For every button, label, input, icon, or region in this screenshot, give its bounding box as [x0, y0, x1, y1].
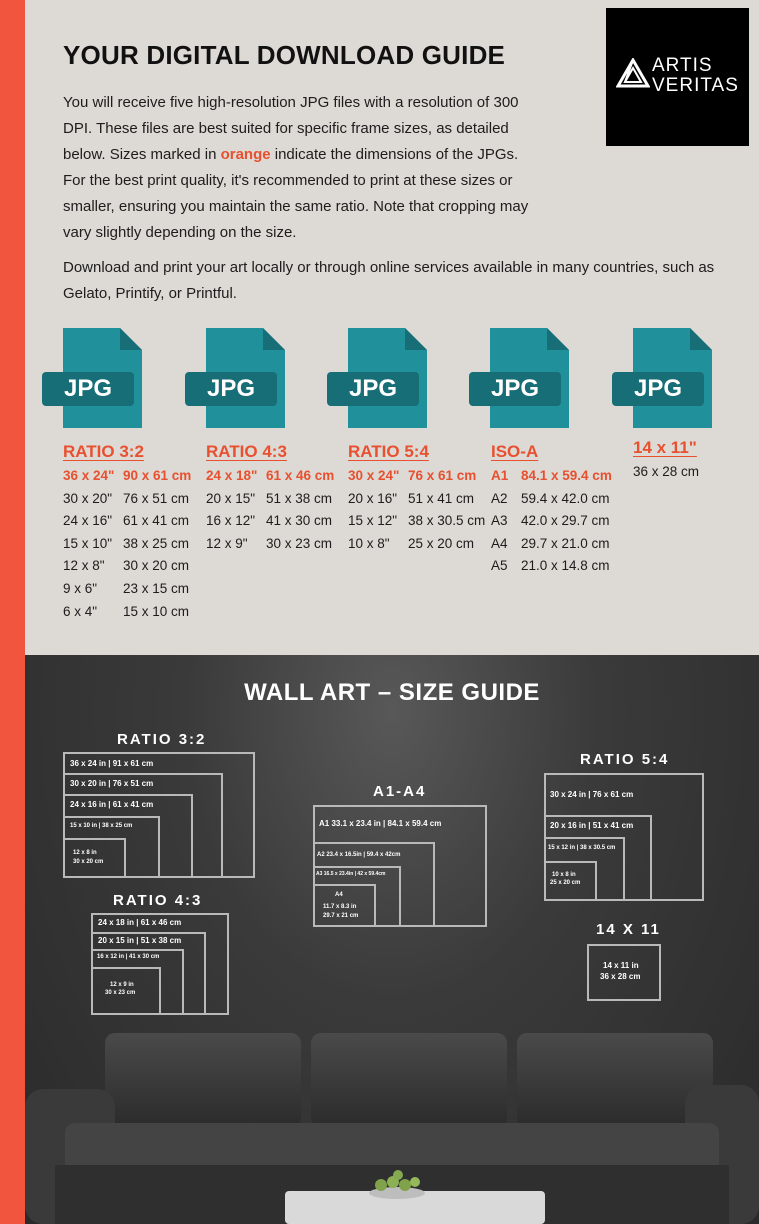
frame-label: 11.7 x 8.3 in — [323, 904, 357, 910]
size-cm: 76 x 51 cm — [123, 490, 190, 506]
size-row — [63, 468, 198, 491]
size-cm: 38 x 25 cm — [123, 535, 190, 551]
size-inches: A5 — [491, 558, 508, 574]
size-row — [206, 491, 341, 514]
size-cm: 51 x 38 cm — [266, 490, 333, 506]
frame-label: 36 x 28 cm — [600, 972, 641, 981]
size-column — [63, 442, 198, 626]
accent-strip — [0, 0, 25, 1224]
logo-line-1: ARTIS — [652, 55, 713, 76]
size-inches: 12 x 9" — [206, 535, 248, 551]
size-inches: 10 x 8" — [348, 535, 390, 551]
size-inches: 12 x 8" — [63, 558, 105, 574]
frame-label: 25 x 20 cm — [550, 880, 581, 886]
frame-label: 20 x 15 in | 51 x 38 cm — [98, 936, 182, 945]
size-cm: 90 x 61 cm — [123, 468, 192, 483]
size-cm: 29.7 x 21.0 cm — [521, 535, 610, 551]
size-cm: 30 x 23 cm — [266, 535, 333, 551]
size-inches: A3 — [491, 513, 508, 529]
size-inches: 36 x 24" — [63, 468, 115, 483]
size-inches: 15 x 12" — [348, 513, 398, 529]
size-column-heading: 14 x 11" — [633, 438, 697, 457]
penrose-triangle-icon — [616, 58, 650, 88]
wall-art-section — [25, 655, 759, 1224]
size-cm: 76 x 61 cm — [408, 468, 477, 483]
size-row — [206, 513, 341, 536]
size-cm: 30 x 20 cm — [123, 558, 190, 574]
frame-label: 24 x 18 in | 61 x 46 cm — [98, 918, 182, 927]
size-cm: 51 x 41 cm — [408, 490, 475, 506]
size-column-heading: ISO-A — [491, 442, 539, 461]
frame-label: A4 — [335, 892, 343, 898]
jpg-file-icon — [469, 328, 569, 428]
size-row — [633, 464, 759, 487]
frame-label: 14 x 11 in — [603, 961, 639, 970]
size-cm: 21.0 x 14.8 cm — [521, 558, 610, 574]
intro-paragraph — [63, 90, 543, 246]
size-column — [206, 442, 341, 558]
size-inches: 15 x 10" — [63, 535, 113, 551]
jpg-file-icon — [185, 328, 285, 428]
size-inches: 16 x 12" — [206, 513, 256, 529]
size-row — [348, 536, 483, 559]
size-inches: A1 — [491, 468, 509, 483]
size-cm: 42.0 x 29.7 cm — [521, 513, 610, 529]
frame-label: A3 16.5 x 23.4in | 42 x 59.4cm — [316, 871, 386, 877]
size-inches: 24 x 16" — [63, 513, 113, 529]
jpg-label: JPG — [633, 375, 683, 402]
size-cm: 41 x 30 cm — [266, 513, 333, 529]
group-label-a1-a4: A1-A4 — [373, 783, 427, 800]
size-row — [491, 491, 626, 514]
size-column — [633, 438, 759, 487]
size-row — [63, 604, 198, 627]
frame-label: 30 x 20 in | 76 x 51 cm — [70, 779, 154, 788]
frame-label: 10 x 8 in — [552, 872, 576, 878]
intro-text-2: indicate the dimensions of the JPGs. For the best print quality, it's recommended to print at these sizes or smaller, ensuring you maintain the same ratio. Note that cropping may vary slightly depending on the size. — [63, 146, 529, 241]
size-row — [63, 536, 198, 559]
frame-label: 12 x 9 in — [110, 982, 134, 988]
size-row — [348, 468, 483, 491]
frame-label: A1 33.1 x 23.4 in | 84.1 x 59.4 cm — [319, 819, 442, 828]
intro-highlight: orange — [220, 146, 271, 163]
jpg-file-icon — [612, 328, 712, 428]
jpg-label: JPG — [206, 375, 256, 402]
size-cm: 61 x 41 cm — [123, 513, 190, 529]
size-row — [348, 491, 483, 514]
size-row — [63, 581, 198, 604]
frame-label: 20 x 16 in | 51 x 41 cm — [550, 821, 634, 830]
logo-line-2: VERITAS — [652, 75, 739, 96]
size-inches: 20 x 16" — [348, 490, 398, 506]
sofa-illustration — [25, 1025, 759, 1224]
size-row — [348, 513, 486, 536]
group-label-ratio-4-3: RATIO 4:3 — [113, 892, 203, 909]
jpg-file-icon — [42, 328, 142, 428]
brand-logo — [606, 8, 749, 146]
size-cm: 61 x 46 cm — [266, 468, 335, 483]
frame-label: 15 x 10 in | 38 x 25 cm — [70, 823, 133, 829]
size-inches: 30 x 24" — [348, 468, 400, 483]
size-row — [63, 491, 198, 514]
size-inches: 6 x 4" — [63, 603, 98, 619]
wall-art-title: WALL ART – SIZE GUIDE — [244, 679, 540, 706]
size-cm: 15 x 10 cm — [123, 603, 190, 619]
size-inches: 9 x 6" — [63, 580, 98, 596]
frame-label: 12 x 8 in — [73, 850, 97, 856]
size-row — [491, 468, 626, 491]
size-column-heading: RATIO 3:2 — [63, 442, 144, 461]
frame-label: 16 x 12 in | 41 x 30 cm — [97, 954, 160, 960]
size-row — [491, 558, 626, 581]
size-inches: 24 x 18" — [206, 468, 258, 483]
size-row — [63, 558, 198, 581]
frame-label: 29.7 x 21 cm — [323, 913, 359, 919]
size-row — [491, 536, 626, 559]
size-inches: A2 — [491, 490, 508, 506]
size-inches: 36 x 28 cm — [633, 464, 700, 479]
size-cm: 25 x 20 cm — [408, 535, 475, 551]
size-inches: A4 — [491, 535, 508, 551]
frame-label: 30 x 24 in | 76 x 61 cm — [550, 790, 634, 799]
size-cm: 84.1 x 59.4 cm — [521, 468, 612, 483]
jpg-file-icon — [327, 328, 427, 428]
download-paragraph: Download and print your art locally or through online services available in many countries, such as Gelato, Printify, or Printful. — [63, 259, 715, 302]
size-cm: 38 x 30.5 cm — [408, 513, 486, 529]
intro-text-1: You will receive five high-resolution JPG files with a resolution of 300 DPI. These files are best suited for specific frame sizes, as detailed below. Sizes marked in — [63, 94, 519, 163]
size-row — [491, 513, 626, 536]
jpg-label: JPG — [490, 375, 540, 402]
frame-label: 30 x 20 cm — [73, 859, 104, 865]
size-column — [491, 442, 626, 581]
size-column-heading: RATIO 4:3 — [206, 442, 287, 461]
frame-label: A2 23.4 x 16.5in | 59.4 x 42cm — [317, 852, 401, 858]
jpg-label: JPG — [63, 375, 113, 402]
size-inches: 30 x 20" — [63, 490, 113, 506]
jpg-label: JPG — [348, 375, 398, 402]
size-column-heading: RATIO 5:4 — [348, 442, 429, 461]
size-column — [348, 442, 486, 558]
size-row — [206, 536, 341, 559]
frame-label: 36 x 24 in | 91 x 61 cm — [70, 759, 154, 768]
size-cm: 59.4 x 42.0 cm — [521, 490, 610, 506]
size-cm: 23 x 15 cm — [123, 580, 190, 596]
size-row — [63, 513, 198, 536]
size-row — [206, 468, 341, 491]
group-label-ratio-5-4: RATIO 5:4 — [580, 751, 670, 768]
frame-label: 24 x 16 in | 61 x 41 cm — [70, 800, 154, 809]
guide-title: YOUR DIGITAL DOWNLOAD GUIDE — [63, 40, 506, 70]
group-label-14x11: 14 X 11 — [596, 921, 661, 938]
frame-label: 15 x 12 in | 38 x 30.5 cm — [548, 845, 616, 851]
frame-label: 30 x 23 cm — [105, 990, 136, 996]
group-label-ratio-3-2: RATIO 3:2 — [117, 731, 207, 748]
size-inches: 20 x 15" — [206, 490, 256, 506]
